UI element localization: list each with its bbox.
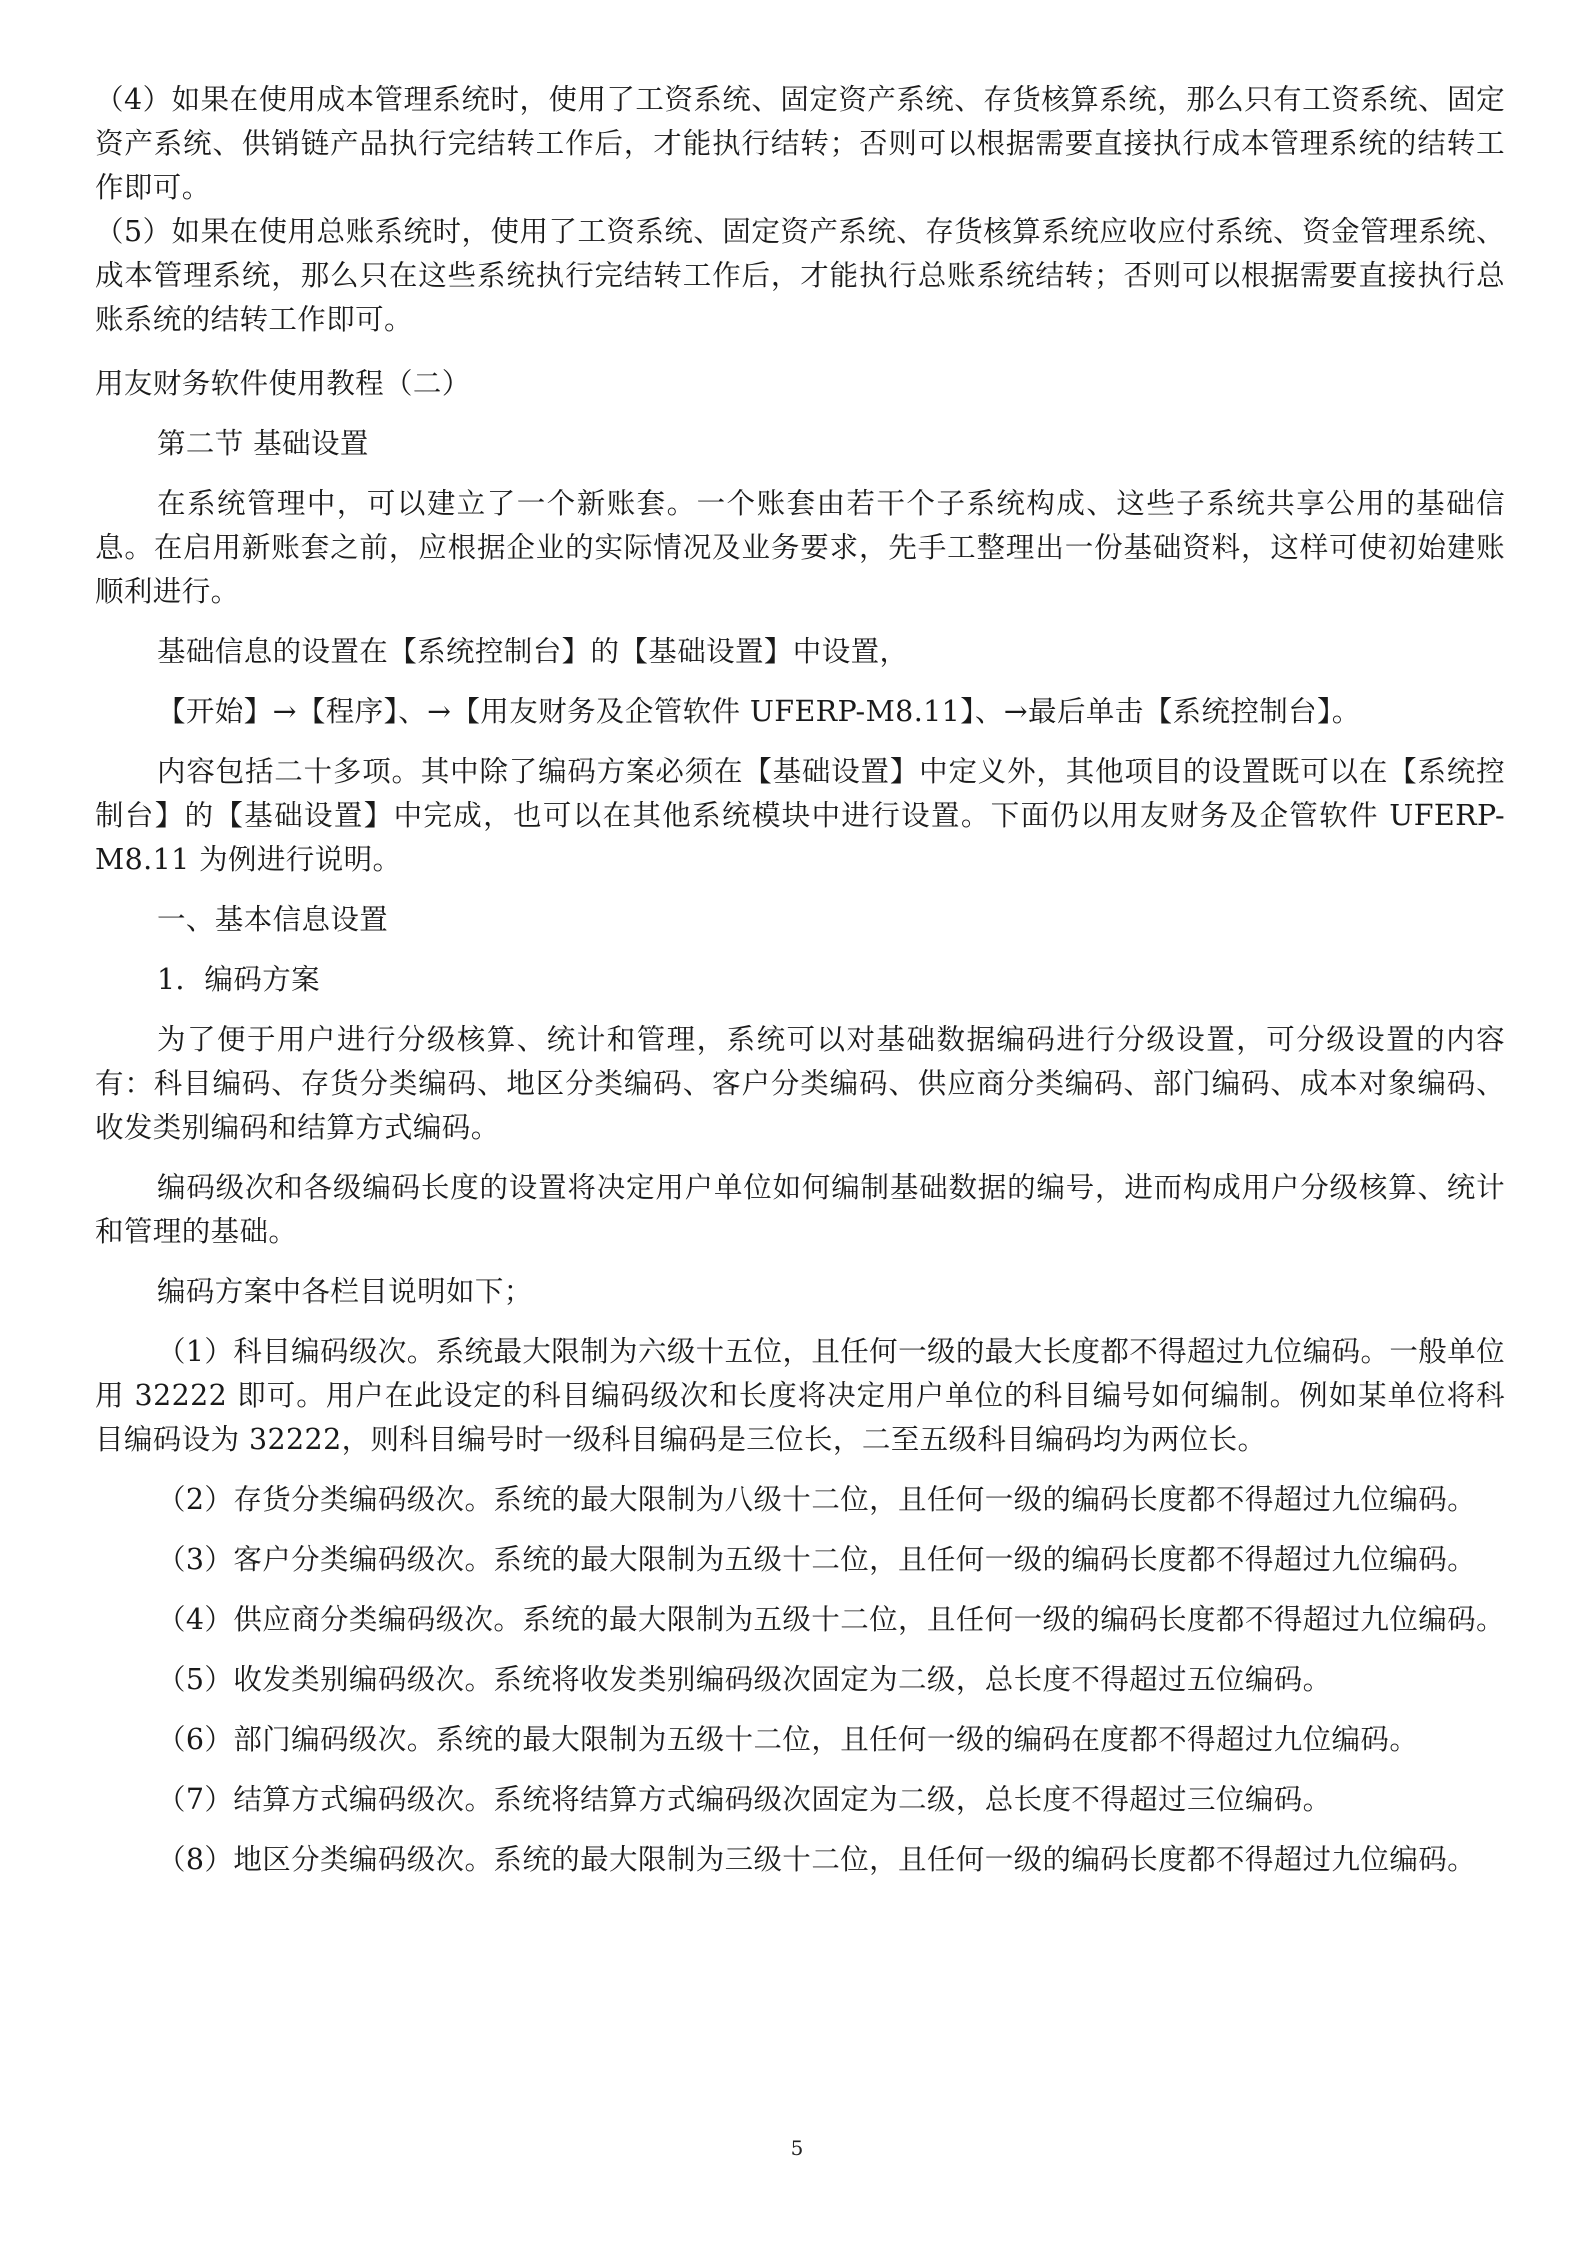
list-item-7: （7）结算方式编码级次。系统将结算方式编码级次固定为二级，总长度不得超过三位编码。	[157, 1783, 1332, 1816]
document-body	[95, 78, 1505, 1882]
paragraph-intro-1: 在系统管理中，可以建立了一个新账套。一个账套由若干个子系统构成、这些子系统共享公用的基础信息。在启用新账套之前，应根据企业的实际情况及业务要求，先手工整理出一份基础资料，这样可使初始建账顺利进行。	[95, 487, 1505, 608]
list-item-2: （2）存货分类编码级次。系统的最大限制为八级十二位，且任何一级的编码长度都不得超过九位编码。	[157, 1483, 1477, 1516]
subheading-coding-scheme: 1．编码方案	[157, 963, 321, 996]
document-title: 用友财务软件使用教程（二）	[95, 367, 471, 400]
paragraph-intro-2: 基础信息的设置在【系统控制台】的【基础设置】中设置，	[157, 635, 909, 668]
list-item-6: （6）部门编码级次。系统的最大限制为五级十二位，且任何一级的编码在度都不得超过九位编码。	[157, 1723, 1419, 1756]
paragraph-coding-levels: 编码级次和各级编码长度的设置将决定用户单位如何编制基础数据的编号，进而构成用户分级核算、统计和管理的基础。	[95, 1171, 1505, 1248]
paragraph-coding-columns: 编码方案中各栏目说明如下；	[157, 1275, 533, 1308]
paragraph-intro-3: 内容包括二十多项。其中除了编码方案必须在【基础设置】中定义外，其他项目的设置既可以在【系统控制台】的【基础设置】中完成，也可以在其他系统模块中进行设置。下面仍以用友财务及企管软件 UFERP-M8.11 为例进行说明。	[95, 755, 1505, 876]
list-item-5: （5）收发类别编码级次。系统将收发类别编码级次固定为二级，总长度不得超过五位编码。	[157, 1663, 1332, 1696]
list-item-4: （4）供应商分类编码级次。系统的最大限制为五级十二位，且任何一级的编码长度都不得超过九位编码。	[157, 1603, 1505, 1636]
paragraph-item-5-prev: （5）如果在使用总账系统时，使用了工资系统、固定资产系统、存货核算系统应收应付系统、资金管理系统、成本管理系统，那么只在这些系统执行完结转工作后，才能执行总账系统结转；否则可以根据需要直接执行总账系统的结转工作即可。	[95, 215, 1505, 336]
subheading-basic-info: 一、基本信息设置	[157, 903, 389, 936]
section-title: 第二节 基础设置	[157, 427, 369, 460]
paragraph-menu-path: 【开始】→【程序】、→【用友财务及企管软件 UFERP-M8.11】、→最后单击【系统控制台】。	[157, 695, 1361, 728]
list-item-1: （1）科目编码级次。系统最大限制为六级十五位，且任何一级的最大长度都不得超过九位编码。一般单位用 32222 即可。用户在此设定的科目编码级次和长度将决定用户单位的科目编号如何编制。例如某单位将科目编码设为 32222，则科目编号时一级科目编码是三位长，二至五级科目编码均为两位长。	[95, 1335, 1505, 1456]
list-item-8: （8）地区分类编码级次。系统的最大限制为三级十二位，且任何一级的编码长度都不得超过九位编码。	[157, 1843, 1477, 1876]
page-number: 5	[790, 2136, 804, 2160]
paragraph-item-4-prev: （4）如果在使用成本管理系统时，使用了工资系统、固定资产系统、存货核算系统，那么只有工资系统、固定资产系统、供销链产品执行完结转工作后，才能执行结转；否则可以根据需要直接执行成本管理系统的结转工作即可。	[95, 83, 1505, 204]
list-item-3: （3）客户分类编码级次。系统的最大限制为五级十二位，且任何一级的编码长度都不得超过九位编码。	[157, 1543, 1477, 1576]
paragraph-coding-intro: 为了便于用户进行分级核算、统计和管理，系统可以对基础数据编码进行分级设置，可分级设置的内容有：科目编码、存货分类编码、地区分类编码、客户分类编码、供应商分类编码、部门编码、成本对象编码、收发类别编码和结算方式编码。	[95, 1023, 1505, 1144]
